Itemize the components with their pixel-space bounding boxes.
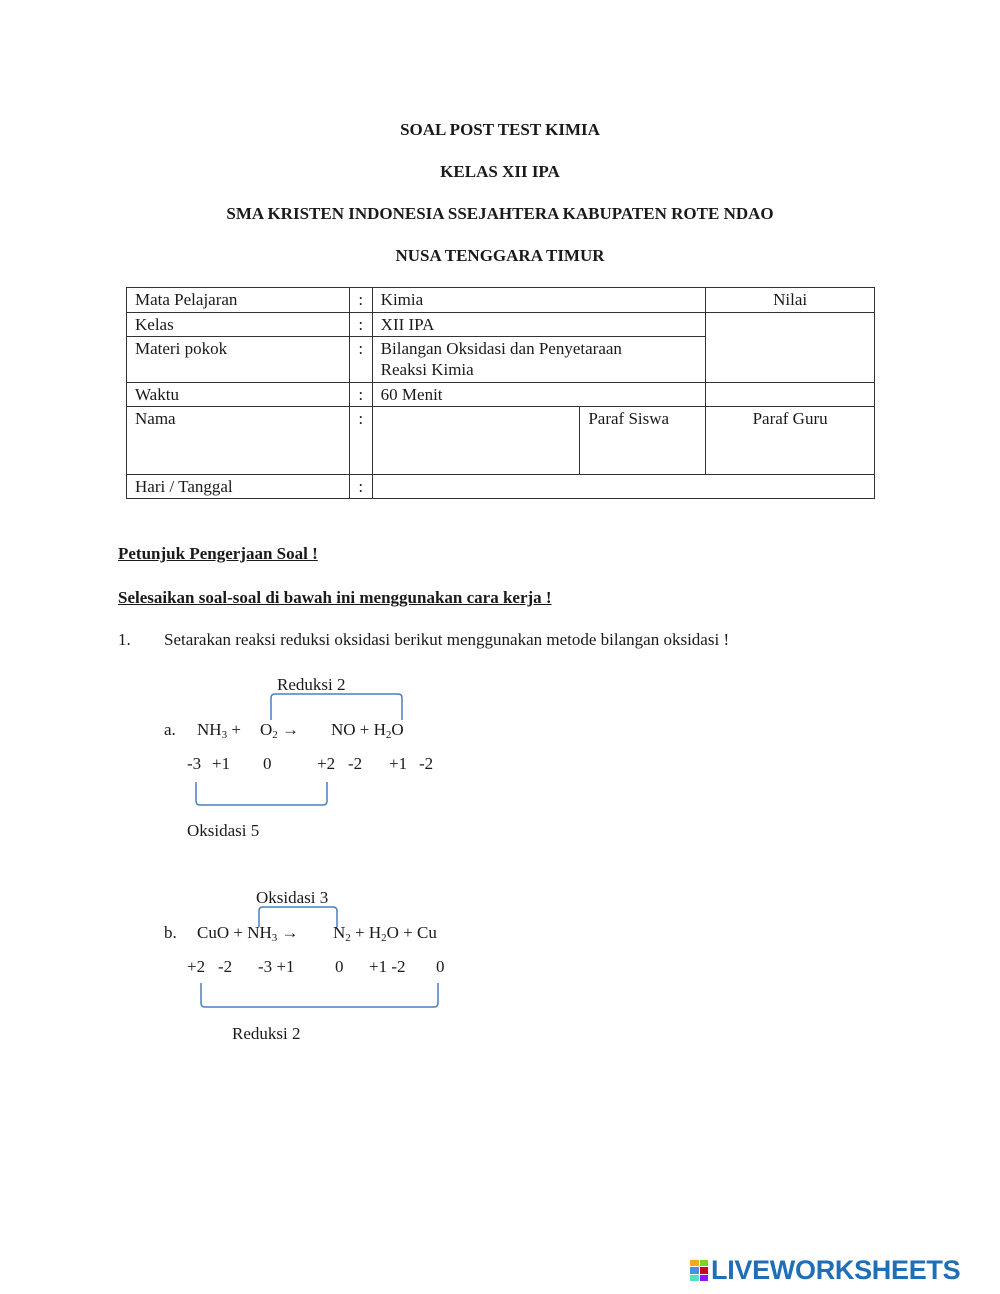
part-a-top-label: Reduksi 2 xyxy=(277,675,346,694)
question-number: 1. xyxy=(118,630,131,649)
instructions-subheading: Selesaikan soal-soal di bawah ini menggunakan cara kerja ! xyxy=(118,588,552,607)
part-b-ox: -3 +1 xyxy=(258,957,295,976)
part-a-products: NO + $H_2O$ xyxy=(331,720,404,741)
part-b-ox: 0 xyxy=(335,957,344,976)
liveworksheets-text: LIVEWORKSHEETS xyxy=(711,1255,961,1285)
part-a-ox: +2 xyxy=(317,754,336,773)
hari-label: Hari / Tanggal xyxy=(127,475,350,499)
paraf-siswa-label: Paraf Siswa xyxy=(580,407,706,475)
colon: : xyxy=(349,475,372,499)
part-a-ox: +1 xyxy=(389,754,408,773)
part-b-label: b. xyxy=(164,923,177,942)
colon: : xyxy=(349,337,372,383)
materi-label: Materi pokok xyxy=(127,337,350,383)
part-a-ox: +1 xyxy=(212,754,231,773)
part-b-ox: 0 xyxy=(436,957,445,976)
part-b-ox: +2 xyxy=(187,957,206,976)
colon: : xyxy=(349,407,372,475)
part-a-ox: -2 xyxy=(348,754,363,773)
part-a-ox: -2 xyxy=(419,754,434,773)
materi-value-line2: Reaksi Kimia xyxy=(380,360,474,379)
part-b-ox: +1 -2 xyxy=(369,957,406,976)
part-b-ox: -2 xyxy=(218,957,233,976)
waktu-value: 60 Menit xyxy=(372,383,706,407)
nama-label: Nama xyxy=(127,407,350,475)
doc-region: NUSA TENGGARA TIMUR xyxy=(395,246,605,265)
waktu-label: Waktu xyxy=(127,383,350,407)
materi-value-line1: Bilangan Oksidasi dan Penyetaraan xyxy=(380,339,622,358)
kelas-label: Kelas xyxy=(127,313,350,337)
part-b-top-label: Oksidasi 3 xyxy=(256,888,329,907)
nilai-label: Nilai xyxy=(706,288,875,313)
part-a-bottom-bracket xyxy=(196,782,327,805)
mata-pelajaran-label: Mata Pelajaran xyxy=(127,288,350,313)
doc-school: SMA KRISTEN INDONESIA SSEJAHTERA KABUPATEN ROTE NDAO xyxy=(226,204,774,223)
part-a-ox: 0 xyxy=(263,754,272,773)
colon: : xyxy=(349,383,372,407)
paraf-guru-label: Paraf Guru xyxy=(706,407,875,475)
colon: : xyxy=(349,288,372,313)
doc-class: KELAS XII IPA xyxy=(440,162,560,181)
part-b-bottom-label: Reduksi 2 xyxy=(232,1024,301,1043)
part-b-products: $N_2 + H_2O + Cu$ xyxy=(333,923,437,944)
doc-title: SOAL POST TEST KIMIA xyxy=(400,120,600,139)
kelas-value: XII IPA xyxy=(372,313,706,337)
part-a-label: a. xyxy=(164,720,176,739)
mata-pelajaran-value: Kimia xyxy=(372,288,706,313)
liveworksheets-logo-icon xyxy=(690,1260,708,1282)
question-text: Setarakan reaksi reduksi oksidasi berikut menggunakan metode bilangan oksidasi ! xyxy=(164,630,730,649)
instructions-heading: Petunjuk Pengerjaan Soal ! xyxy=(118,544,318,563)
part-a-reactant-2: $O_2$ → xyxy=(260,720,300,741)
colon: : xyxy=(349,313,372,337)
part-a-reactant-1: $NH_3$ + xyxy=(197,720,241,741)
part-a-bottom-label: Oksidasi 5 xyxy=(187,821,260,840)
part-b-bottom-bracket xyxy=(201,983,438,1007)
part-a-ox: -3 xyxy=(187,754,202,773)
part-a-top-bracket xyxy=(271,694,402,720)
liveworksheets-logo xyxy=(690,1255,960,1286)
part-b-reactants: CuO + $NH_3$ → xyxy=(197,923,299,944)
